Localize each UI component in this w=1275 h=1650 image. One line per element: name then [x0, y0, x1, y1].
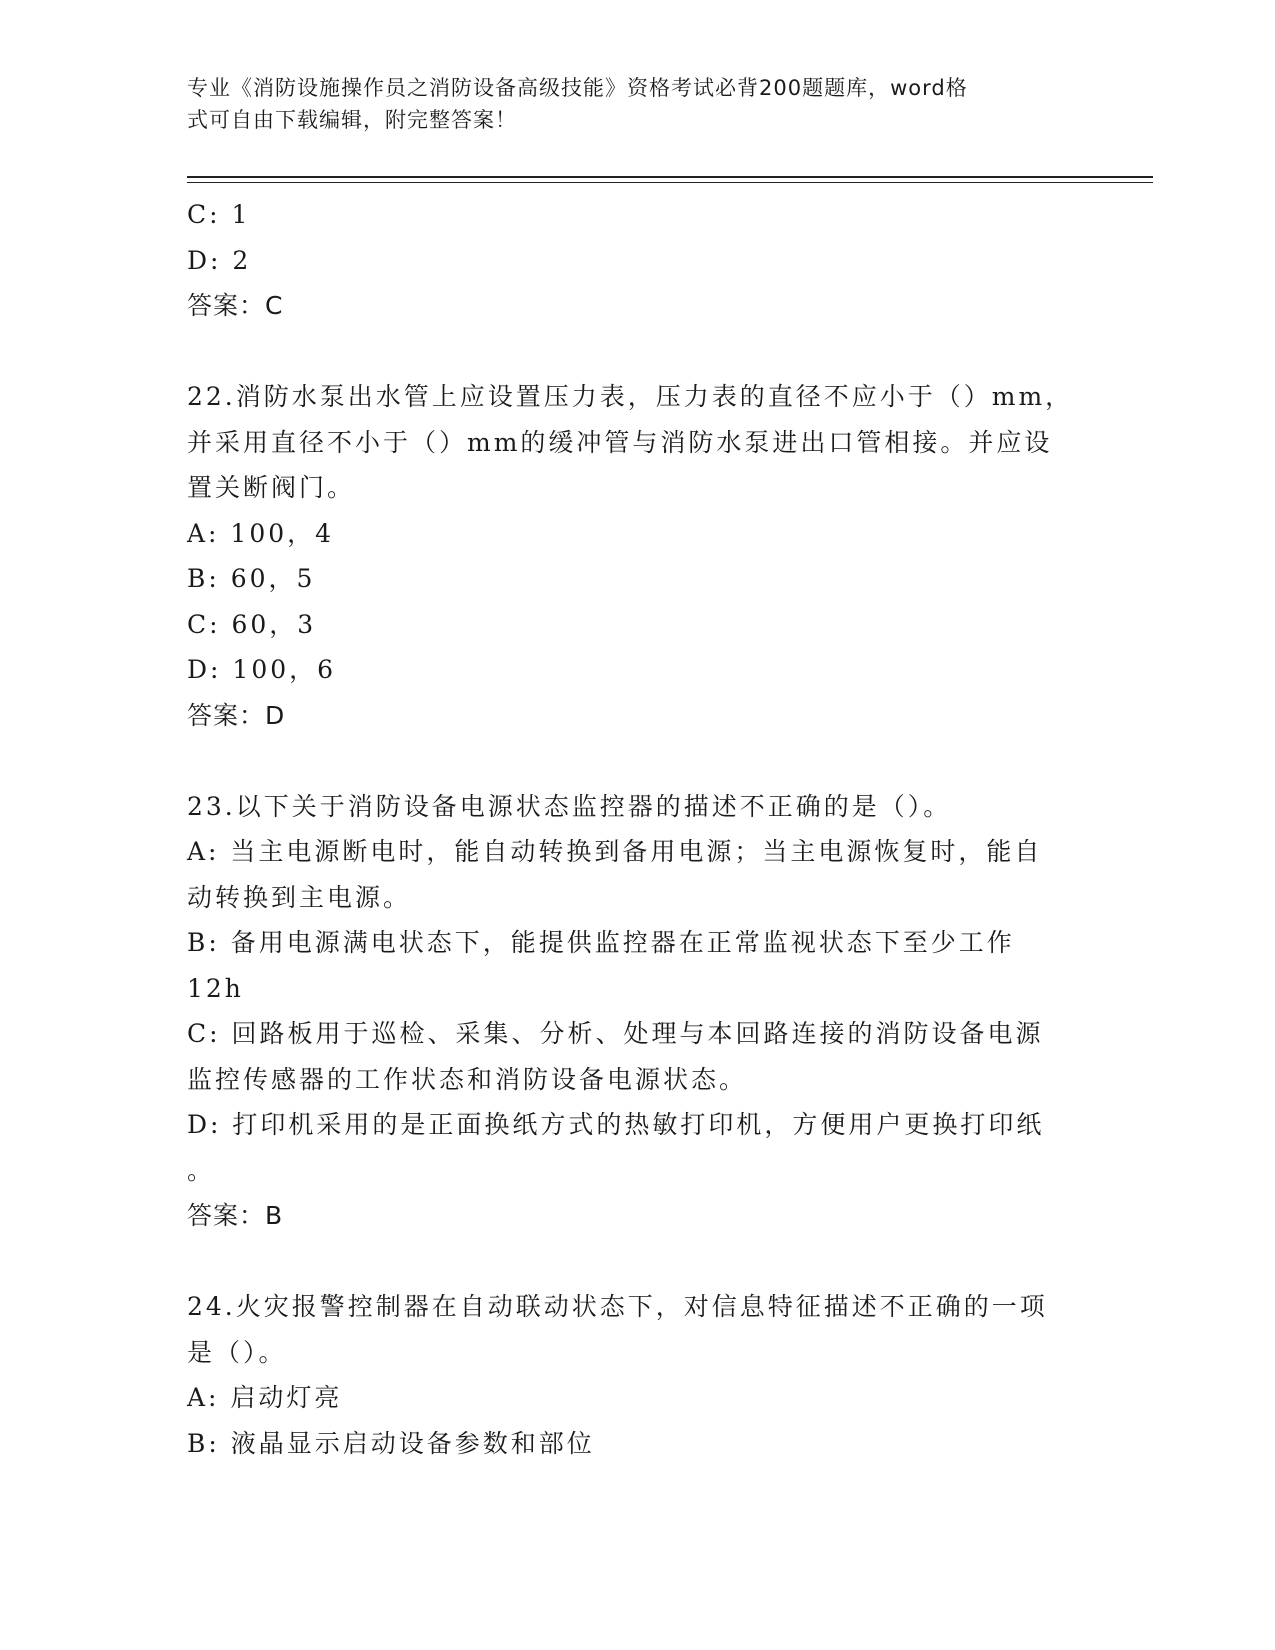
q23-option-b-line-1: B: 备用电源满电状态下，能提供监控器在正常监视状态下至少工作 — [187, 928, 1015, 957]
q22-stem-line-3: 置关断阀门。 — [187, 473, 356, 502]
spacer — [187, 738, 1077, 784]
document-body — [187, 192, 1077, 1466]
q23-option-a-line-1: A: 当主电源断电时，能自动转换到备用电源；当主电源恢复时，能自 — [187, 837, 1043, 866]
q22-option-b: B: 60，5 — [187, 564, 316, 593]
q23-option-b-line-2: 12h — [187, 973, 244, 1003]
q22-option-c: C: 60，3 — [187, 609, 317, 639]
header-divider-thin — [187, 182, 1153, 183]
q23-option-c-line-1: C: 回路板用于巡检、采集、分析、处理与本回路连接的消防设备电源 — [187, 1019, 1044, 1048]
spacer — [187, 329, 1077, 375]
q24-stem-line-1: 24.火灾报警控制器在自动联动状态下，对信息特征描述不正确的一项 — [187, 1292, 1048, 1321]
q21-option-c: C: 1 — [187, 200, 251, 229]
q22-option-a: A: 100，4 — [187, 518, 335, 548]
q23-stem: 23.以下关于消防设备电源状态监控器的描述不正确的是（）。 — [187, 791, 952, 821]
q22-option-d: D: 100，6 — [187, 655, 337, 684]
q21-option-d: D: 2 — [187, 245, 252, 275]
header-divider-thick — [187, 176, 1153, 178]
q23-option-a-line-2: 动转换到主电源。 — [187, 882, 412, 912]
q23-option-d-line-2: 。 — [187, 1155, 216, 1185]
header-line-2: 式可自由下载编辑，附完整答案！ — [187, 108, 517, 132]
q23-option-d-line-1: D: 打印机采用的是正面换纸方式的热敏打印机，方便用户更换打印纸 — [187, 1110, 1045, 1139]
q22-stem-line-1: 22.消防水泵出水管上应设置压力表，压力表的直径不应小于（）mm， — [187, 382, 1074, 411]
q23-answer: 答案：B — [187, 1201, 284, 1230]
q22-answer: 答案：D — [187, 700, 286, 730]
document-header — [187, 72, 1067, 136]
q24-option-b: B: 液晶显示启动设备参数和部位 — [187, 1428, 595, 1458]
q23-option-c-line-2: 监控传感器的工作状态和消防设备电源状态。 — [187, 1064, 748, 1094]
header-line-1: 专业《消防设施操作员之消防设备高级技能》资格考试必背200题题库，word格 — [187, 76, 968, 100]
q21-answer: 答案：C — [187, 291, 284, 320]
q24-stem-line-2: 是（）。 — [187, 1337, 287, 1367]
spacer — [187, 1239, 1077, 1285]
q24-option-a: A: 启动灯亮 — [187, 1383, 343, 1412]
q22-stem-line-2: 并采用直径不小于（）mm的缓冲管与消防水泵进出口管相接。并应设 — [187, 427, 1053, 457]
